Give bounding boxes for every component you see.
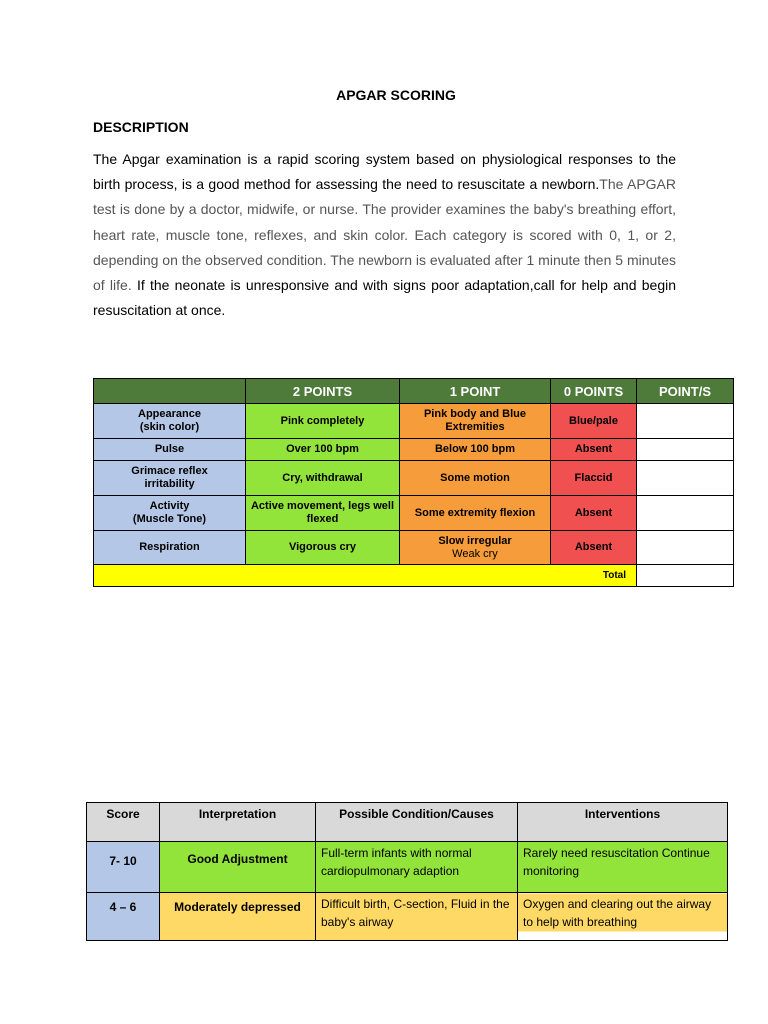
header-score: Score	[87, 803, 160, 842]
description-paragraph	[93, 147, 676, 323]
points-input-cell[interactable]	[637, 496, 734, 531]
total-label: Total	[94, 565, 637, 587]
interventions-cell: Oxygen and clearing out the airway to help with breathing	[518, 893, 728, 941]
score-cell: 7- 10	[87, 842, 160, 893]
points-input-cell[interactable]	[637, 461, 734, 496]
causes-cell: Full-term infants with normal cardiopulmonary adaption	[316, 842, 518, 893]
one-point-cell: Pink body and Blue Extremities	[400, 404, 551, 439]
points-input-cell[interactable]	[637, 439, 734, 461]
section-heading: DESCRIPTION	[93, 119, 189, 135]
apgar-header-points: POINT/S	[637, 379, 734, 404]
table-row	[94, 496, 734, 531]
apgar-header-1-point: 1 POINT	[400, 379, 551, 404]
table-row	[87, 842, 728, 893]
criterion-cell: Respiration	[94, 531, 246, 565]
header-causes: Possible Condition/Causes	[316, 803, 518, 842]
points-input-cell[interactable]	[637, 404, 734, 439]
interpretation-header-row	[87, 803, 728, 842]
document-title: APGAR SCORING	[336, 87, 456, 103]
header-interpretation: Interpretation	[160, 803, 316, 842]
causes-cell: Difficult birth, C-section, Fluid in the baby's airway	[316, 893, 518, 941]
criterion-cell: Activity (Muscle Tone)	[94, 496, 246, 531]
two-points-cell: Pink completely	[246, 404, 400, 439]
one-point-cell: Some extremity flexion	[400, 496, 551, 531]
table-row	[94, 439, 734, 461]
description-part-3: If the neonate is unresponsive and with signs poor adaptation,call for help and begin resuscitation at once.	[93, 277, 677, 319]
criterion-cell: Grimace reflex irritability	[94, 461, 246, 496]
zero-points-cell: Flaccid	[551, 461, 637, 496]
criterion-cell: Appearance (skin color)	[94, 404, 246, 439]
two-points-cell: Over 100 bpm	[246, 439, 400, 461]
apgar-score-table	[93, 378, 734, 587]
one-point-cell	[400, 531, 551, 565]
one-point-sub-text: Weak cry	[452, 547, 498, 560]
zero-points-cell: Absent	[551, 496, 637, 531]
table-row	[87, 893, 728, 941]
description-part-2: The APGAR test is done by a doctor, midwife, or nurse. The provider examines the baby's breathing effort, heart rate, muscle tone, reflexes, and skin color. Each category is scored with 0, 1, or 2, depending on the observed condition. The newborn is evaluated after 1 minute then 5 minutes of life.	[93, 176, 676, 294]
table-row	[94, 461, 734, 496]
two-points-cell: Cry, withdrawal	[246, 461, 400, 496]
total-input-cell[interactable]	[637, 565, 734, 587]
apgar-header-0-points: 0 POINTS	[551, 379, 637, 404]
two-points-cell: Vigorous cry	[246, 531, 400, 565]
apgar-header-2-points: 2 POINTS	[246, 379, 400, 404]
table-row	[94, 531, 734, 565]
interpretation-table	[86, 802, 728, 941]
zero-points-cell: Blue/pale	[551, 404, 637, 439]
one-point-main-text: Slow irregular	[438, 534, 512, 547]
two-points-cell: Active movement, legs well flexed	[246, 496, 400, 531]
score-cell: 4 – 6	[87, 893, 160, 941]
one-point-cell: Some motion	[400, 461, 551, 496]
total-row	[94, 565, 734, 587]
points-input-cell[interactable]	[637, 531, 734, 565]
criterion-cell: Pulse	[94, 439, 246, 461]
apgar-header-row	[94, 379, 734, 404]
apgar-header-criterion	[94, 379, 246, 404]
header-interventions: Interventions	[518, 803, 728, 842]
interpretation-cell: Moderately depressed	[160, 893, 316, 941]
interpretation-cell: Good Adjustment	[160, 842, 316, 893]
table-row	[94, 404, 734, 439]
zero-points-cell: Absent	[551, 439, 637, 461]
one-point-cell: Below 100 bpm	[400, 439, 551, 461]
interventions-cell: Rarely need resuscitation Continue monitoring	[518, 842, 728, 893]
zero-points-cell: Absent	[551, 531, 637, 565]
description-part-1: The Apgar examination is a rapid scoring system based on physiological responses to the birth process, is a good method for assessing the need to resuscitate a newborn.	[93, 151, 676, 193]
